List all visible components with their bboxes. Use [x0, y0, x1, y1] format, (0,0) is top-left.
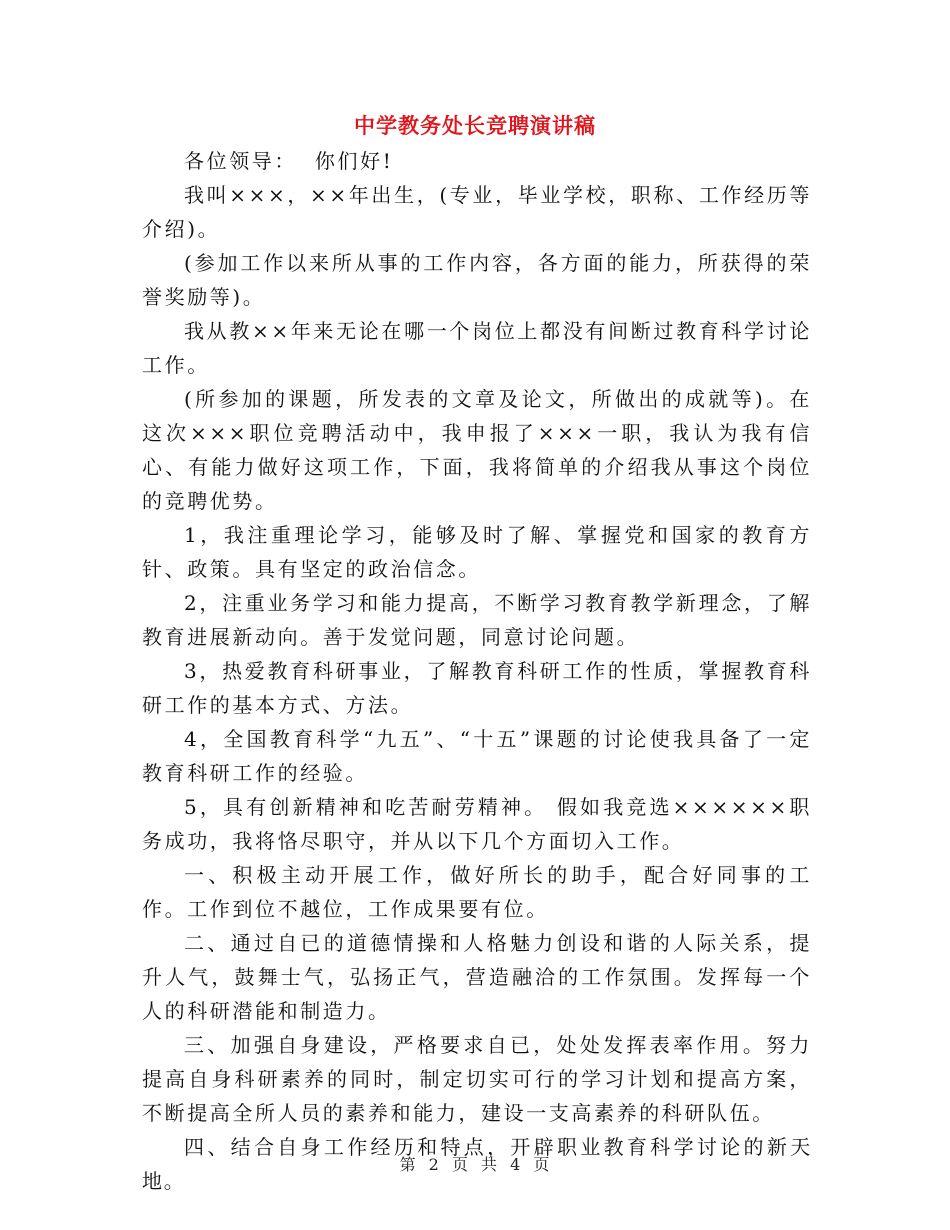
document-title: 中学教务处长竞聘演讲稿 — [354, 114, 596, 138]
paragraph-teaching-years: 我从教××年来无论在哪一个岗位上都没有间断过教育科学讨论工作。 — [142, 319, 812, 377]
paragraph-intro: 我叫×××，××年出生，(专业，毕业学校，职称、工作经历等介绍)。 — [142, 183, 812, 241]
paragraph-point-2: 2，注重业务学习和能力提高，不断学习教育教学新理念，了解教育进展新动向。善于发觉问题，同意讨论问题。 — [142, 591, 812, 649]
document-body — [142, 144, 812, 1198]
paragraph-point-5: 5，具有创新精神和吃苦耐劳精神。 假如我竞选××××××职务成功，我将恪尽职守，并从以下几个方面切入工作。 — [142, 795, 812, 853]
paragraph-greeting: 各位领导： 你们好! — [184, 149, 394, 173]
paragraph-plan-3: 三、加强自身建设，严格要求自已，处处发挥表率作用。努力提高自身科研素养的同时，制定切实可行的学习计划和提高方案，不断提高全所人员的素养和能力，建设一支高素养的科研队伍。 — [142, 1033, 812, 1125]
paragraph-point-4: 4，全国教育科学“九五”、“十五”课题的讨论使我具备了一定教育科研工作的经验。 — [142, 727, 812, 785]
paragraph-plan-1: 一、积极主动开展工作，做好所长的助手，配合好同事的工作。工作到位不越位，工作成果要有位。 — [142, 863, 812, 921]
page-number: 第 2 页 共 4 页 — [399, 1155, 551, 1174]
paragraph-plan-2: 二、通过自已的道德情操和人格魅力创设和谐的人际关系，提升人气，鼓舞士气，弘扬正气，营造融洽的工作氛围。发挥每一个人的科研潜能和制造力。 — [142, 931, 812, 1023]
paragraph-plan-4: 四、结合自身工作经历和特点，开辟职业教育科学讨论的新天地。 — [142, 1135, 812, 1193]
paragraph-achievements: (所参加的课题，所发表的文章及论文，所做出的成就等)。在这次×××职位竞聘活动中，我申报了×××一职，我认为我有信心、有能力做好这项工作，下面，我将简单的介绍我从事这个岗位的竞聘优势。 — [142, 387, 812, 513]
paragraph-point-3: 3，热爱教育科研事业，了解教育科研工作的性质，掌握教育科研工作的基本方式、方法。 — [142, 659, 812, 717]
paragraph-point-1: 1，我注重理论学习，能够及时了解、掌握党和国家的教育方针、政策。具有坚定的政治信念。 — [142, 523, 812, 581]
paragraph-experience: (参加工作以来所从事的工作内容，各方面的能力，所获得的荣誉奖励等)。 — [142, 251, 812, 309]
